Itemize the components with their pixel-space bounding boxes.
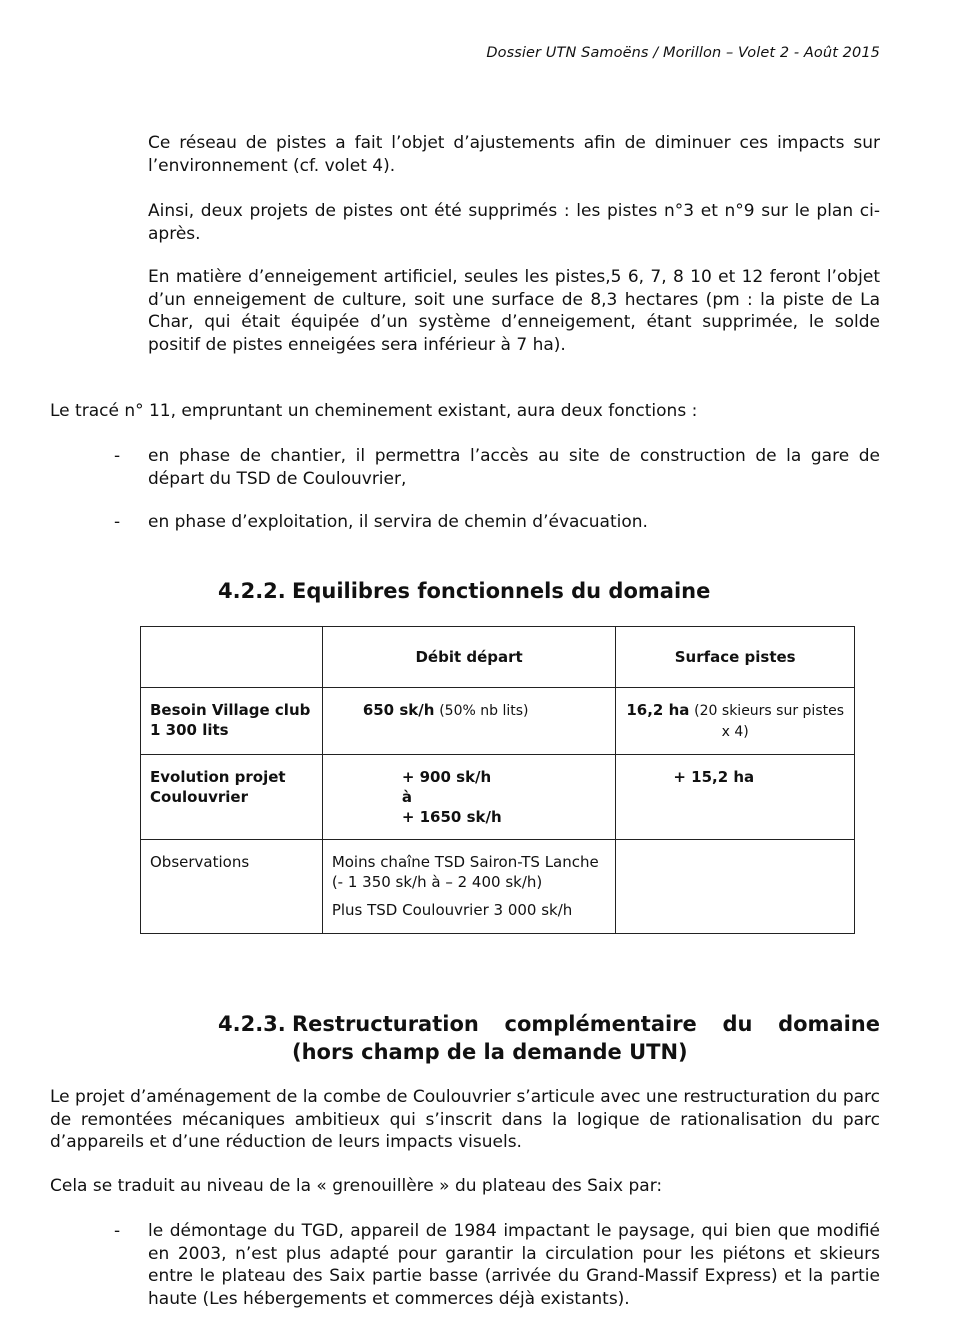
table-header-debit: Débit départ <box>322 627 616 688</box>
debit-line: + 900 sk/h <box>401 768 492 786</box>
bullet-dash: - <box>114 512 121 532</box>
list-item <box>50 511 880 534</box>
bullet-text: le démontage du TGD, appareil de 1984 impactant le paysage, qui bien que modifié en 2003, n’est plus adapté pour garantir la circulation pour les piétons et skieurs entre le plateau des Saix partie basse (arrivée du Grand-Massif Express) et la partie haute (Les hébergements et commerces déjà existants). <box>148 1221 880 1309</box>
observation-line: Moins chaîne TSD Sairon-TS Lanche <box>331 853 599 871</box>
row-label-evolution: Evolution projet Coulouvrier <box>141 755 323 840</box>
paragraph-trace-11: Le tracé n° 11, empruntant un cheminement existant, aura deux fonctions : <box>50 401 698 421</box>
bullet-text: en phase de chantier, il permettra l’accès au site de construction de la gare de départ du TSD de Coulouvrier, <box>148 446 880 489</box>
paragraph-artificial-snow: En matière d’enneigement artificiel, seules les pistes,5 6, 7, 8 10 et 12 feront l’objet d’un enneigement de culture, soit une surface de 8,3 hectares (pm : la piste de La Char, qui était équipée d’un système d’enneigement, étant supprimée, le solde positif de pistes enneigées sera inférieur à 7 ha). <box>148 267 880 355</box>
bullet-dash: - <box>114 446 121 466</box>
section-heading-423 <box>218 1010 880 1066</box>
list-item <box>50 1220 880 1310</box>
row-label-besoin: Besoin Village club 1 300 lits <box>141 688 323 755</box>
paragraph-restructuring: Le projet d’aménagement de la combe de Coulouvrier s’articule avec une restructuration du parc de remontées mécaniques ambitieux qui s’inscrit dans la logique de rationalisation du parc d’appareils et d’une réduction de leurs impacts visuels. <box>50 1087 880 1152</box>
page-header: Dossier UTN Samoëns / Morillon – Volet 2 - Août 2015 <box>486 45 880 61</box>
list-item <box>50 445 880 490</box>
table-row <box>141 688 855 755</box>
table-header-empty <box>141 627 323 688</box>
paragraph-grenouillere: Cela se traduit au niveau de la « grenouillère » du plateau des Saix par: <box>50 1176 663 1196</box>
debit-value: 650 sk/h <box>362 701 435 719</box>
section-number: 4.2.3. <box>218 1012 286 1036</box>
table-header-surface: Surface pistes <box>616 627 855 688</box>
cell-observations <box>322 840 616 934</box>
paragraph-deleted-pistes: Ainsi, deux projets de pistes ont été supprimés : les pistes n°3 et n°9 sur le plan ci-après. <box>148 201 880 244</box>
debit-note: (50% nb lits) <box>439 703 529 719</box>
cell-surface-evolution: + 15,2 ha <box>616 755 855 840</box>
section-subtitle: (hors champ de la demande UTN) <box>292 1040 688 1064</box>
surface-value: 16,2 ha <box>626 701 690 719</box>
debit-line: à <box>401 788 412 806</box>
cell-surface-observations <box>616 840 855 934</box>
section-heading-422 <box>218 577 710 605</box>
cell-debit-besoin <box>322 688 616 755</box>
cell-surface-besoin <box>616 688 855 755</box>
row-label-observations: Observations <box>141 840 323 934</box>
surface-note: (20 skieurs sur pistes x 4) <box>694 703 845 740</box>
table-row <box>141 755 855 840</box>
table-row <box>141 840 855 934</box>
bullet-text: en phase d’exploitation, il servira de chemin d’évacuation. <box>148 512 648 532</box>
section-number: 4.2.2. <box>218 579 286 603</box>
cell-debit-evolution <box>322 755 616 840</box>
paragraph-network-adjustments: Ce réseau de pistes a fait l’objet d’ajustements afin de diminuer ces impacts sur l’environnement (cf. volet 4). <box>148 133 880 176</box>
debit-line: + 1650 sk/h <box>401 808 502 826</box>
section-title: Restructuration complémentaire du domaine <box>292 1012 880 1036</box>
section-title: Equilibres fonctionnels du domaine <box>292 579 711 603</box>
table-header-row <box>141 627 855 688</box>
bullet-dash: - <box>114 1221 121 1241</box>
observation-line: (- 1 350 sk/h à – 2 400 sk/h) <box>331 873 543 891</box>
equilibrium-table <box>140 626 855 934</box>
observation-line: Plus TSD Coulouvrier 3 000 sk/h <box>331 901 573 919</box>
